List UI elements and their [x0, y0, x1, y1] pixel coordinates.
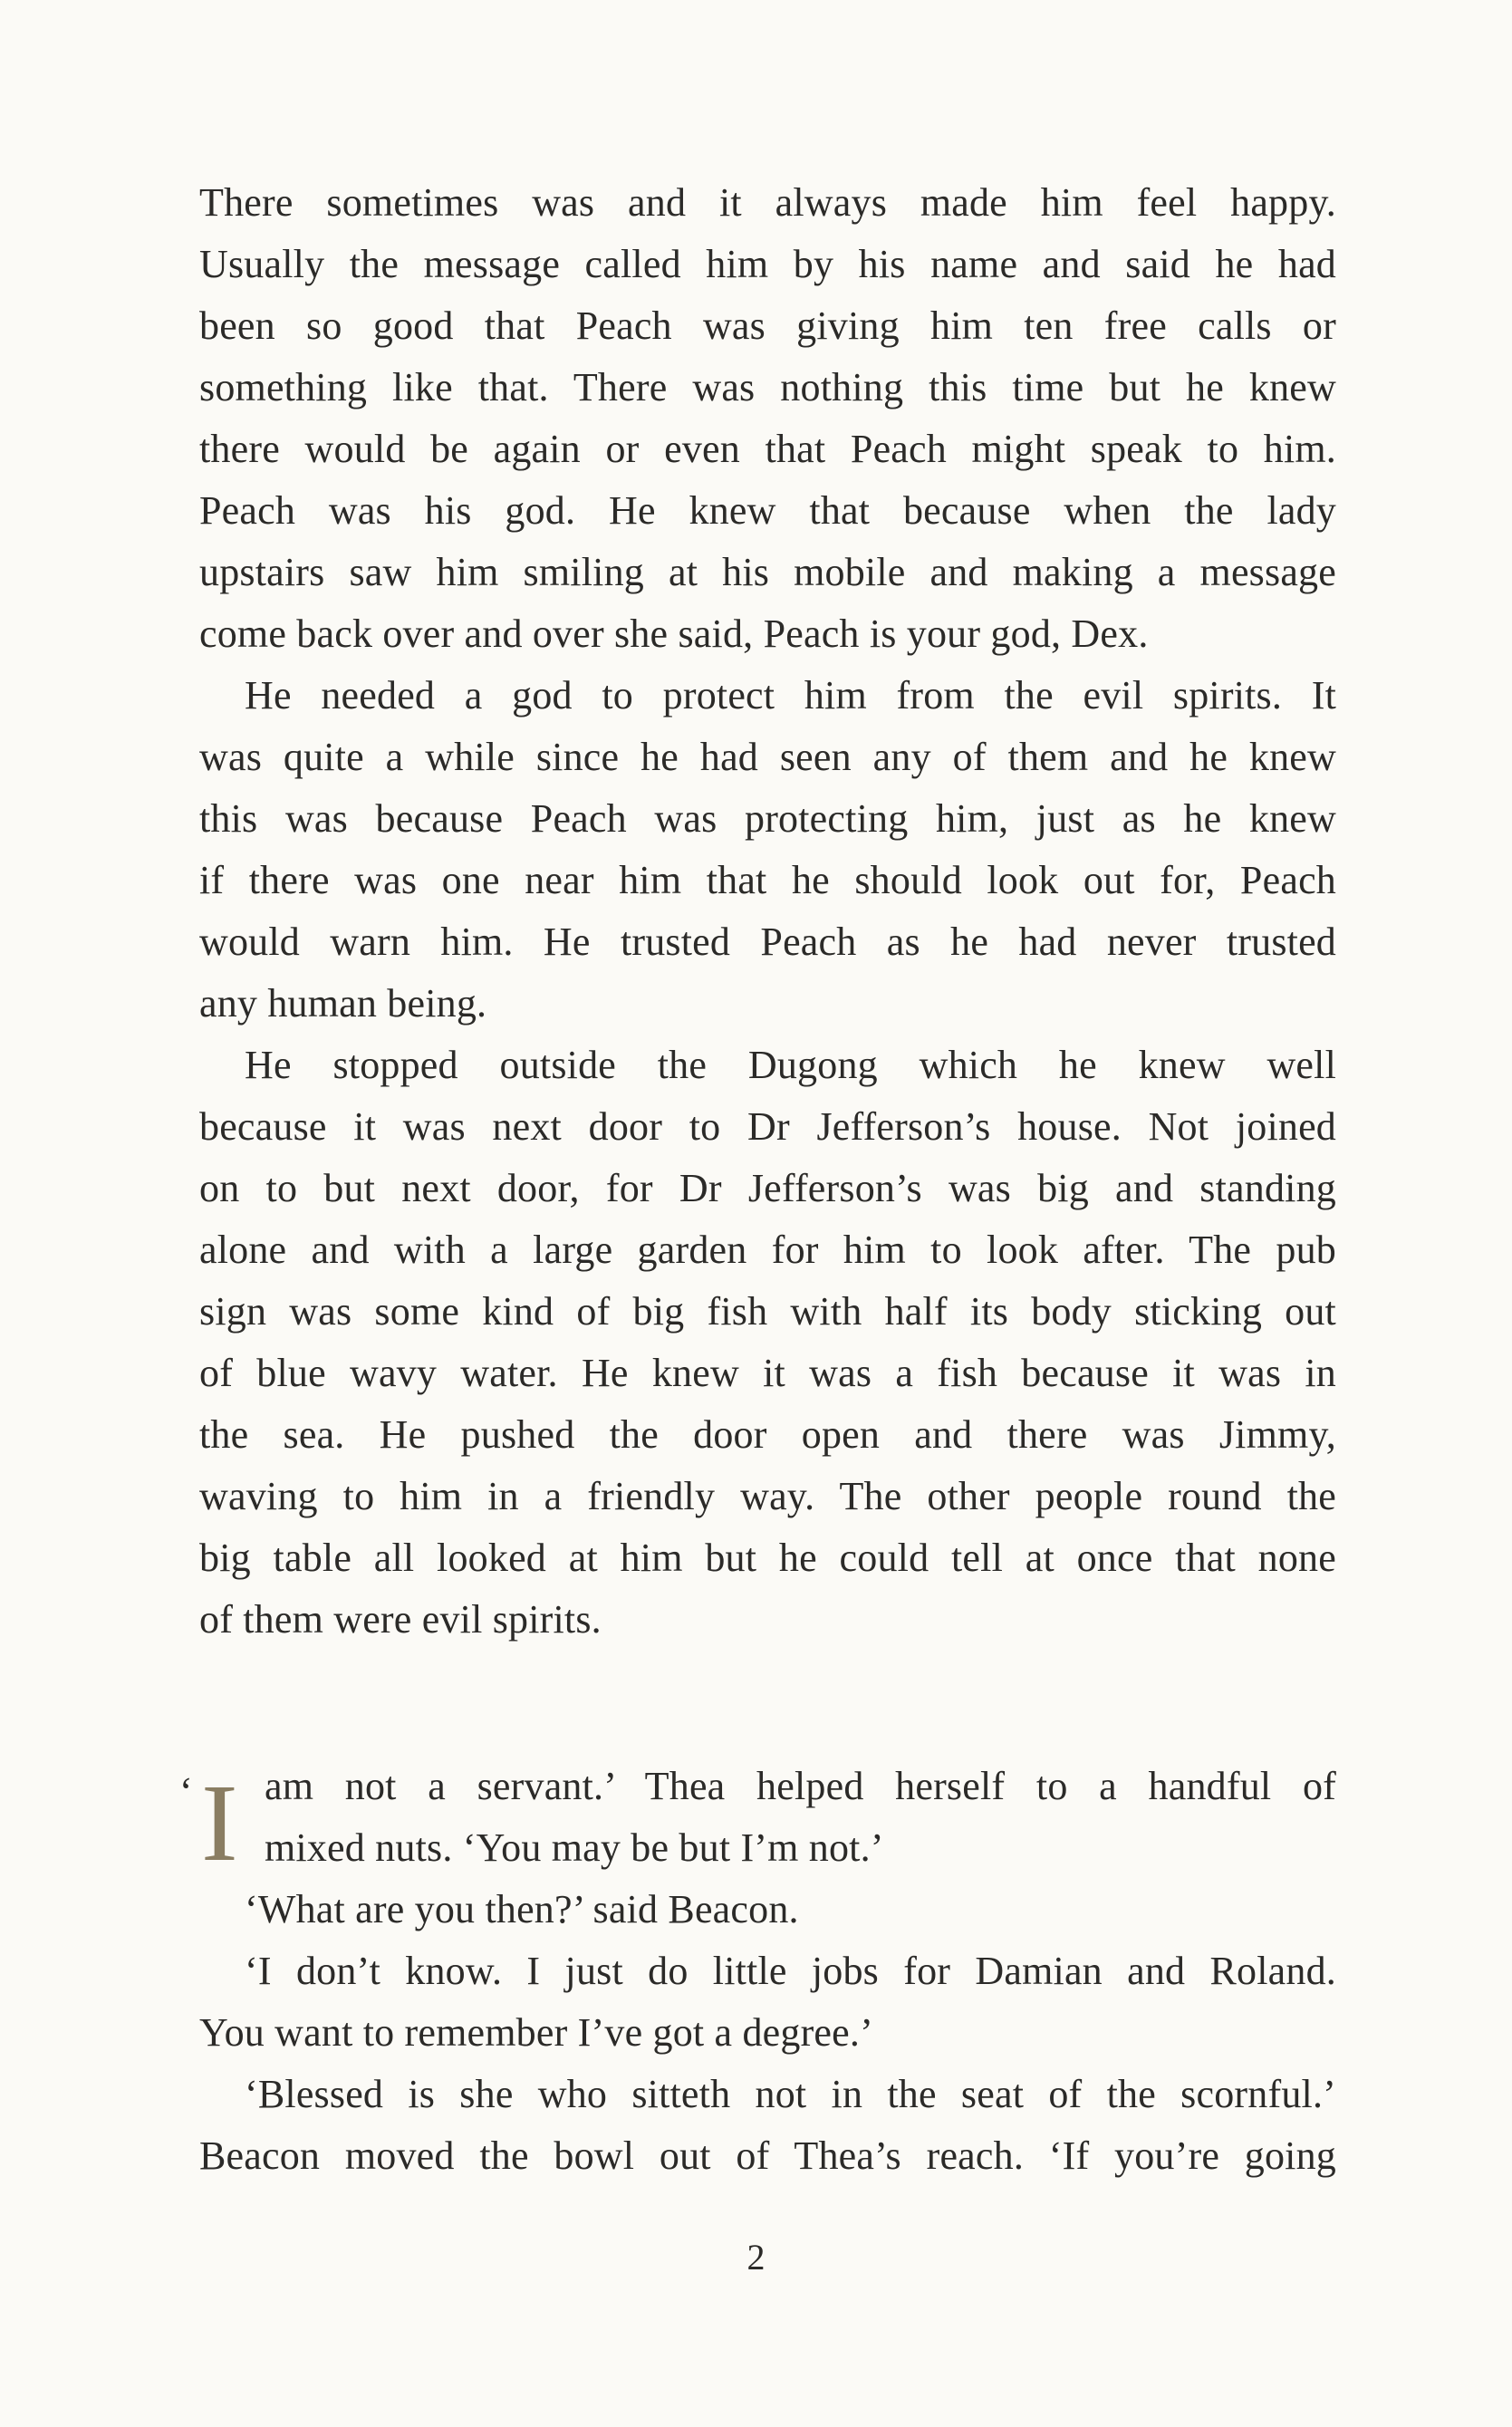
text-line: alone and with a large garden for him to look after. The pub — [199, 1228, 1336, 1272]
text-line: upstairs saw him smiling at his mobile and making a message — [199, 550, 1336, 594]
text-line: waving to him in a friendly way. The other people round the — [199, 1474, 1336, 1518]
text-line: He stopped outside the Dugong which he knew well — [245, 1043, 1336, 1087]
text-line: You want to remember I’ve got a degree.’ — [199, 2010, 873, 2055]
text-line: come back over and over she said, Peach is your god, Dex. — [199, 612, 1149, 656]
text-line: ‘I don’t know. I just do little jobs for Damian and Roland. — [245, 1949, 1336, 1993]
text-line: was quite a while since he had seen any of them and he knew — [199, 735, 1336, 779]
text-line: any human being. — [199, 981, 487, 1026]
text-line: of blue wavy water. He knew it was a fish because it was in — [199, 1351, 1336, 1395]
text-line: this was because Peach was protecting him, just as he knew — [199, 796, 1336, 841]
text-line: There sometimes was and it always made him feel happy. — [199, 180, 1336, 225]
text-line: ‘Blessed is she who sitteth not in the seat of the scornful.’ — [245, 2072, 1336, 2116]
text-line: Beacon moved the bowl out of Thea’s reach. ‘If you’re going — [199, 2133, 1336, 2178]
text-line: would warn him. He trusted Peach as he had never trusted — [199, 920, 1336, 964]
text-line: big table all looked at him but he could tell at once that none — [199, 1536, 1336, 1580]
text-line: been so good that Peach was giving him ten free calls or — [199, 303, 1336, 348]
text-line: there would be again or even that Peach might speak to him. — [199, 427, 1336, 471]
opening-quote-mark: ‘ — [179, 1769, 193, 1814]
text-line: Usually the message called him by his name and said he had — [199, 242, 1336, 286]
text-line: ‘What are you then?’ said Beacon. — [245, 1887, 799, 1931]
page-number: 2 — [746, 2237, 766, 2278]
text-line: if there was one near him that he should look out for, Peach — [199, 858, 1336, 902]
text-line: something like that. There was nothing this time but he knew — [199, 365, 1336, 409]
text-line: mixed nuts. ‘You may be but I’m not.’ — [265, 1825, 884, 1870]
text-line: of them were evil spirits. — [199, 1597, 602, 1642]
text-line: the sea. He pushed the door open and there was Jimmy, — [199, 1412, 1336, 1457]
text-line: He needed a god to protect him from the evil spirits. It — [245, 673, 1336, 718]
text-line: on to but next door, for Dr Jefferson’s was big and standing — [199, 1166, 1336, 1210]
text-line: sign was some kind of big fish with half its body sticking out — [199, 1289, 1336, 1334]
text-line: am not a servant.’ Thea helped herself to a handful of — [265, 1764, 1336, 1808]
text-line: because it was next door to Dr Jefferson’s house. Not joined — [199, 1104, 1336, 1149]
text-line: Peach was his god. He knew that because when the lady — [199, 488, 1336, 533]
drop-cap: I — [201, 1762, 238, 1884]
